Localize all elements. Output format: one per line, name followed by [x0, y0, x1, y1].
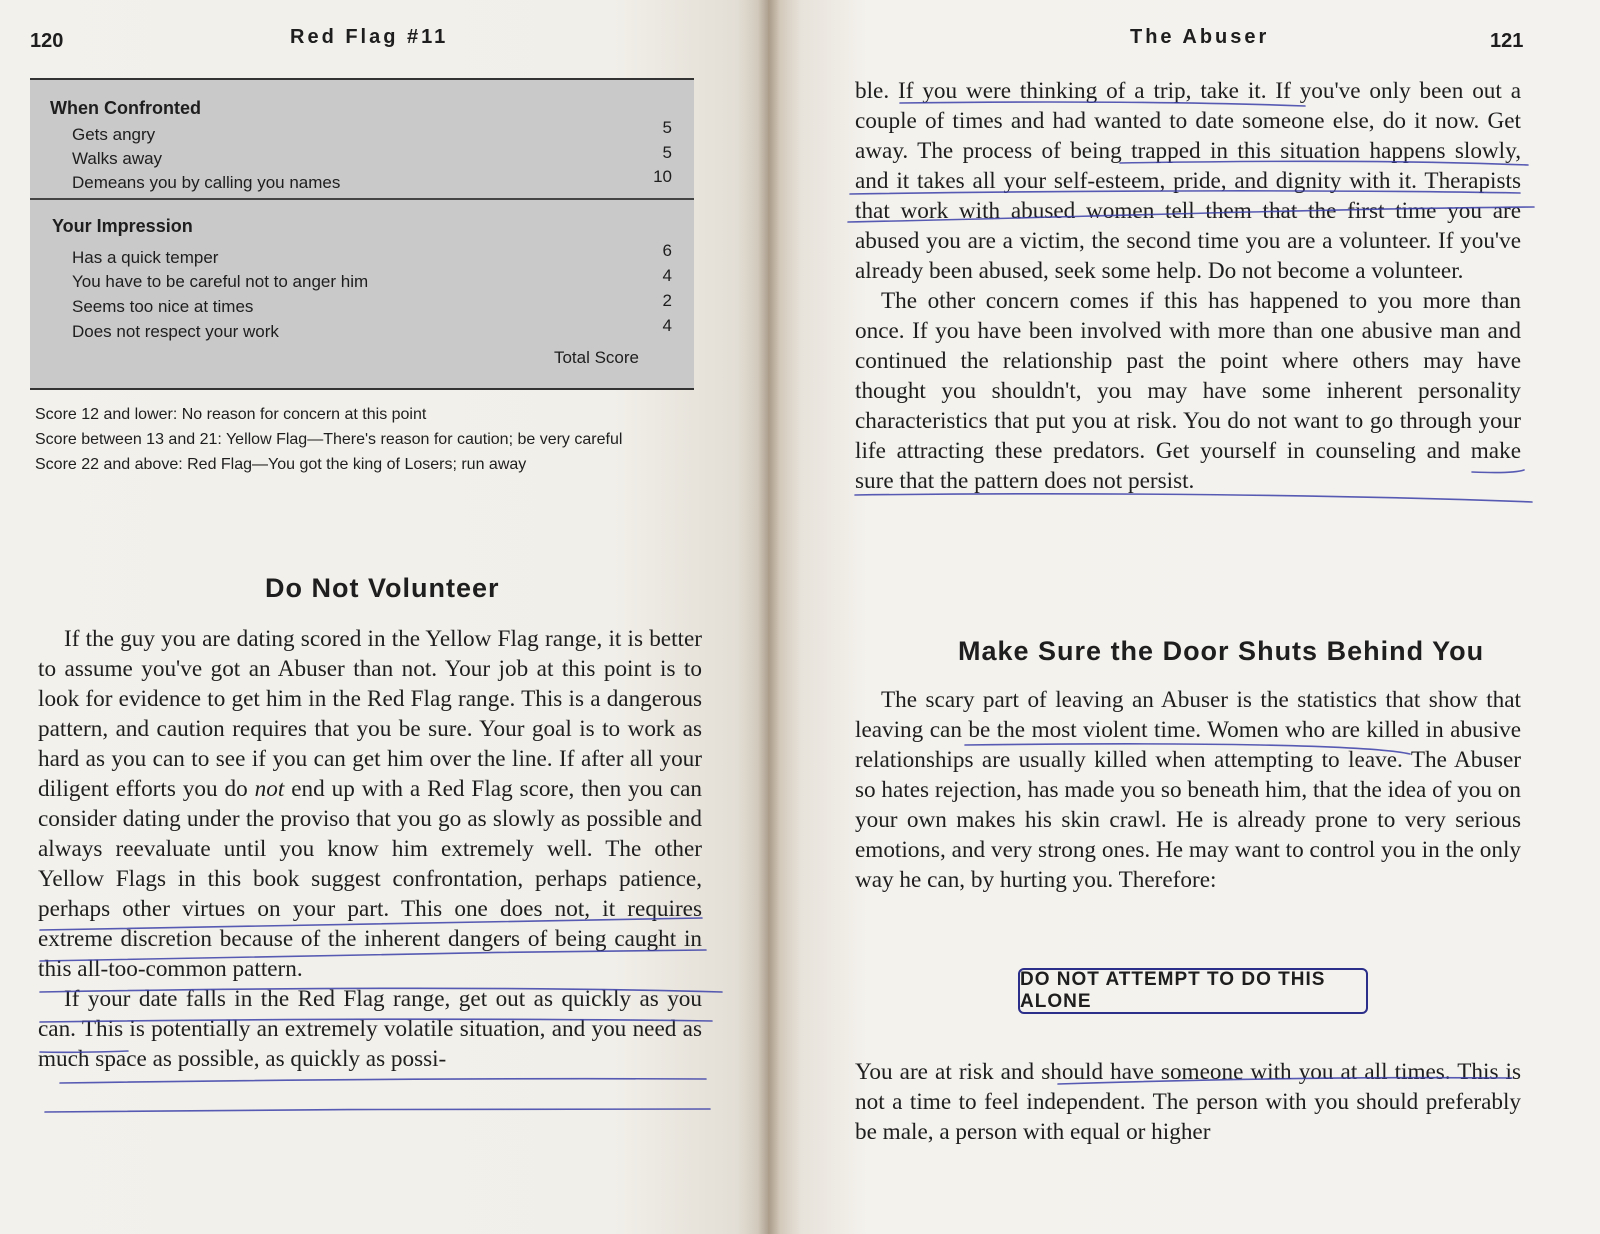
boxed-callout-text: DO NOT ATTEMPT TO DO THIS ALONE — [1020, 969, 1326, 1012]
score-box — [30, 78, 694, 390]
running-head-left: Red Flag #11 — [290, 26, 449, 48]
score-item-value: 10 — [653, 167, 672, 186]
total-score-label: Total Score — [553, 348, 639, 367]
score-legend-line: Score between 13 and 21: Yellow Flag—There's reason for caution; be very careful — [35, 431, 623, 448]
paragraph: You are at risk and should have someone with you at all times. This is not a time to feel independent. The person with you should preferably be male, a person with equal or higher — [855, 1059, 1521, 1145]
section-title: When Confronted — [50, 98, 201, 118]
paragraph: ble. If you were thinking of a trip, take it. If you've only been out a couple of times and had wanted to date someone else, do it now. Get away. The process of being trapped in this situation happens slowly, and it takes all your self-esteem, pride, and dignity with it. Therapists that work with abused women tell them that the first time you are abused you are a victim, the second time you are a volunteer. If you've already been abused, seek some help. Do not become a volunteer. — [855, 78, 1521, 284]
section-heading-right: Make Sure the Door Shuts Behind You — [958, 636, 1485, 666]
text-run: end up with a Red Flag score, then you can consider dating under the proviso that you go as slowly as possible and always reevaluate until you know him extremely well. The other Yellow Flags in this book suggest confrontation, perhaps patience, perhaps other virtues on your part. This one does not, it requires extreme discretion because of the inherent dangers of being caught in this all-too-common pattern. — [38, 776, 702, 982]
score-item-value: 5 — [662, 118, 672, 137]
page-number-right: 121 — [1490, 30, 1524, 52]
body-text-left — [38, 624, 702, 1074]
paragraph: The other concern comes if this has happened to you more than once. If you have been involved with more than one abusive man and continued the relationship past the point where others may have thought you shouldn't, you may have some inherent personality characteristics that put you at risk. You do not want to go through your life attracting these predators. Get yourself in counseling and make sure that the pattern does not persist. — [855, 288, 1521, 494]
score-legend-line: Score 22 and above: Red Flag—You got the king of Losers; run away — [35, 456, 527, 473]
score-item-label: Seems too nice at times — [72, 297, 254, 316]
paragraph: The scary part of leaving an Abuser is the statistics that show that leaving can be the most violent time. Women who are killed in abusive relationships are usually killed when attempting to leave. The Abuser so hates rejection, has made you so beneath him, that the idea of you on your own makes his skin crawl. He is already prone to very serious emotions, and very strong ones. He may want to control you in the only way he can, by hurting you. Therefore: — [855, 687, 1521, 893]
section-title: Your Impression — [52, 216, 193, 236]
score-item-label: Gets angry — [72, 125, 156, 144]
score-item-value: 4 — [662, 316, 672, 335]
book-gutter — [758, 0, 780, 1234]
body-text-right-middle — [855, 685, 1521, 895]
score-legend-line: Score 12 and lower: No reason for concern at this point — [35, 406, 427, 423]
score-item-label: Does not respect your work — [72, 322, 279, 341]
score-item-value: 4 — [662, 266, 672, 285]
section-heading-left: Do Not Volunteer — [265, 573, 500, 603]
boxed-callout — [1018, 968, 1368, 1014]
score-item-value: 5 — [662, 143, 672, 162]
score-item-value: 2 — [662, 291, 672, 310]
running-head-right: The Abuser — [1130, 26, 1270, 48]
paragraph: If your date falls in the Red Flag range, get out as quickly as you can. This is potentially an extremely volatile situation, and you need as much space as possible, as quickly as possi- — [38, 986, 702, 1072]
section-divider — [30, 198, 694, 200]
page-number-left: 120 — [30, 30, 64, 52]
text-run: If the guy you are dating scored in the Yellow Flag range, it is better to assume you've got an Abuser than not. Your job at this point is to look for evidence to get him in the Red Flag range. This is a dangerous pattern, and caution requires that you be sure. Your goal is to work as hard as you can to see if you can get him over the line. If after all your diligent efforts you do — [38, 626, 702, 802]
paragraph — [38, 624, 702, 984]
score-item-label: Walks away — [72, 149, 163, 168]
score-item-value: 6 — [662, 241, 672, 260]
score-item-label: You have to be careful not to anger him — [72, 272, 369, 291]
score-item-label: Has a quick temper — [72, 248, 219, 267]
body-text-right-bottom — [855, 1057, 1521, 1147]
score-item-label: Demeans you by calling you names — [72, 173, 341, 192]
emphasis: not — [254, 776, 285, 802]
body-text-right-top — [855, 76, 1521, 496]
